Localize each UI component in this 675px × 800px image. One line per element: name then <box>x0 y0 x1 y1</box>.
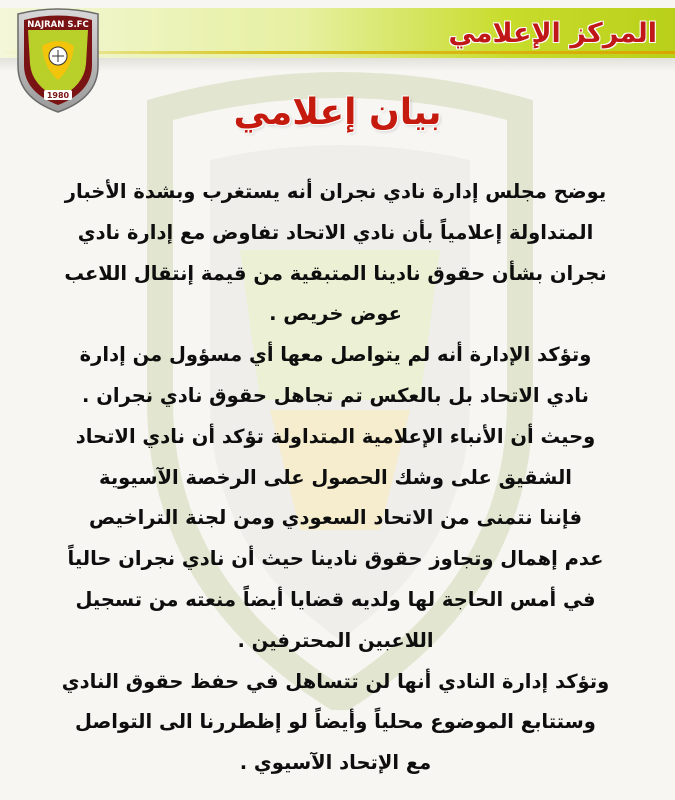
announcement-line: يوضح مجلس إدارة نادي نجران أنه يستغرب وبشدة الأخبار <box>64 180 607 203</box>
announcement-line: في أمس الحاجة لها ولديه قضايا أيضاً منعته من تسجيل <box>75 587 596 611</box>
announcement-line: اللاعبين المحترفين . <box>237 628 434 652</box>
announcement-line: المتداولة إعلامياً بأن نادي الاتحاد تفاوض مع إدارة نادي <box>77 220 594 244</box>
announcement-line: وتؤكد إدارة النادي أنها لن تتساهل في حفظ حقوق النادي <box>61 669 610 693</box>
announcement-line: وتؤكد الإدارة أنه لم يتواصل معها أي مسؤول من إدارة <box>79 343 592 367</box>
announcement-body <box>28 172 643 784</box>
announcement-line: الشقيق على وشك الحصول على الرخصة الآسيوية <box>99 465 572 489</box>
announcement-title: بيان إعلامي <box>233 92 442 133</box>
announcement-line: نادي الاتحاد بل بالعكس تم تجاهل حقوق نادي نجران . <box>82 383 589 407</box>
announcement-line: مع الإتحاد الآسيوي . <box>239 751 432 775</box>
club-logo-name: NAJRAN S.FC <box>27 20 89 30</box>
announcement-line: نجران بشأن حقوق نادينا المتبقية من قيمة إنتقال اللاعب <box>64 261 607 285</box>
announcement-line: وحيث أن الأنباء الإعلامية المتداولة تؤكد أن نادي الاتحاد <box>75 424 596 448</box>
announcement-line: عدم إهمال وتجاوز حقوق نادينا حيث أن نادي نجران حالياً <box>67 547 604 571</box>
header-title: المركز الإعلامي <box>448 18 657 49</box>
announcement-line: عوض خريص . <box>269 302 402 326</box>
announcement-line: فإننا نتمنى من الاتحاد السعودي ومن لجنة التراخيص <box>88 506 583 530</box>
club-logo-year: 1980 <box>46 91 70 100</box>
announcement-line: وستتابع الموضوع محلياً وأيضاً لو إظطررنا الى التواصل <box>75 710 596 734</box>
